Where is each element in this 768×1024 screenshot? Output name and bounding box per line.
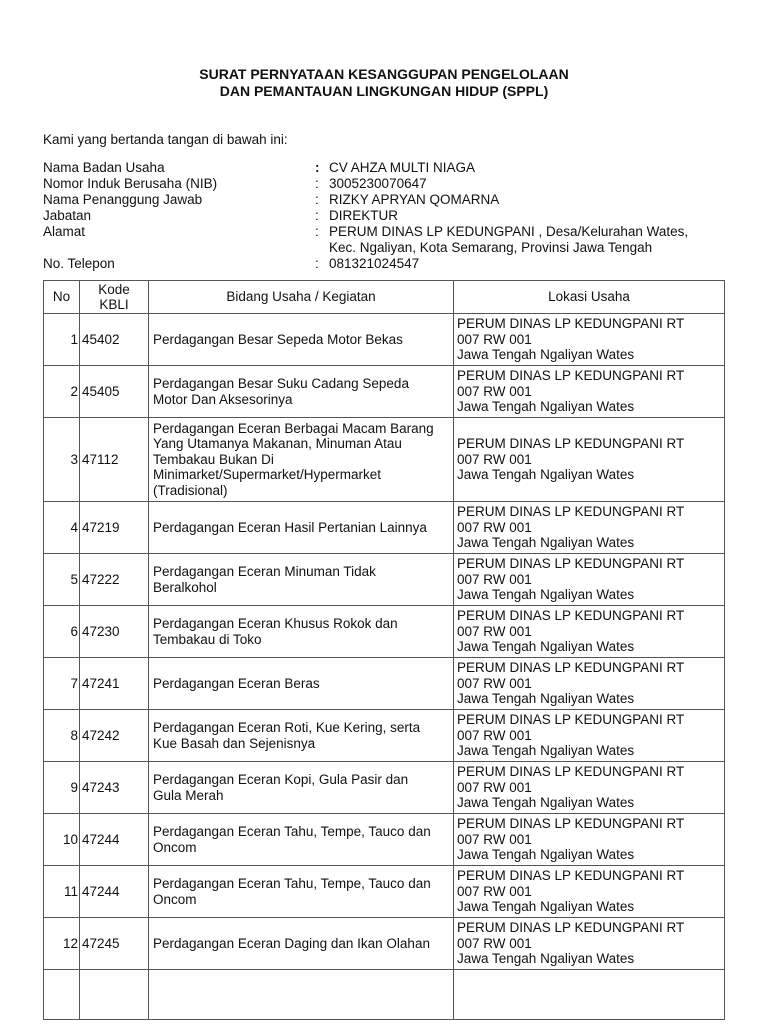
bidang-line: Motor Dan Aksesorinya: [153, 391, 293, 407]
cell-no: 12: [44, 918, 80, 970]
header-kode-line-2: KBLI: [99, 297, 129, 312]
lokasi-line: Jawa Tengah Ngaliyan Wates: [457, 639, 635, 655]
intro-text: Kami yang bertanda tangan di bawah ini:: [43, 132, 288, 147]
cell-no: 9: [44, 762, 80, 814]
table-row: [44, 366, 725, 418]
document-title: [0, 66, 768, 100]
field-value: RIZKY APRYAN QOMARNA: [329, 192, 500, 207]
cell-bidang-usaha: [149, 658, 454, 710]
lokasi-line: 007 RW 001: [457, 571, 532, 587]
business-activity-table: [43, 280, 725, 1020]
identity-fields: [43, 160, 733, 272]
bidang-line: Tembakau di Toko: [153, 631, 262, 647]
table-row: [44, 866, 725, 918]
lokasi-line: PERUM DINAS LP KEDUNGPANI RT: [457, 712, 685, 728]
header-lokasi-usaha: Lokasi Usaha: [454, 281, 725, 314]
lokasi-line: 007 RW 001: [457, 519, 532, 535]
field-label: No. Telepon: [43, 256, 115, 271]
bidang-line: Oncom: [153, 891, 197, 907]
cell-kode-kbli: 45405: [80, 366, 149, 418]
cell-bidang-usaha: [149, 814, 454, 866]
header-bidang-usaha: Bidang Usaha / Kegiatan: [149, 281, 454, 314]
cell-lokasi-usaha: [454, 866, 725, 918]
cell-bidang-usaha: [149, 606, 454, 658]
table-row-partial: [44, 970, 725, 1020]
field-value: 3005230070647: [329, 176, 427, 191]
cell-lokasi-usaha: [454, 814, 725, 866]
table-row: [44, 418, 725, 502]
cell-no: 8: [44, 710, 80, 762]
table-row: [44, 554, 725, 606]
lokasi-line: PERUM DINAS LP KEDUNGPANI RT: [457, 504, 685, 520]
empty-cell: [149, 970, 454, 1020]
lokasi-line: Jawa Tengah Ngaliyan Wates: [457, 743, 635, 759]
cell-bidang-usaha: [149, 710, 454, 762]
bidang-line: Perdagangan Besar Suku Cadang Sepeda: [153, 376, 409, 391]
field-colon: :: [315, 256, 319, 271]
cell-no: 1: [44, 314, 80, 366]
bidang-line: Perdagangan Eceran Kopi, Gula Pasir dan: [153, 772, 409, 787]
table-header-row: [44, 281, 725, 314]
address-line-2: Kec. Ngaliyan, Kota Semarang, Provinsi Jawa Tengah: [329, 240, 653, 255]
field-label: Nama Badan Usaha: [43, 160, 165, 175]
bidang-line: Perdagangan Besar Sepeda Motor Bekas: [153, 331, 403, 347]
lokasi-line: Jawa Tengah Ngaliyan Wates: [457, 899, 635, 915]
bidang-line: Perdagangan Eceran Minuman Tidak: [153, 564, 376, 579]
cell-lokasi-usaha: [454, 502, 725, 554]
cell-lokasi-usaha: [454, 314, 725, 366]
lokasi-line: Jawa Tengah Ngaliyan Wates: [457, 467, 635, 483]
lokasi-line: PERUM DINAS LP KEDUNGPANI RT: [457, 316, 685, 332]
table-row: [44, 314, 725, 366]
cell-kode-kbli: 47219: [80, 502, 149, 554]
bidang-line: Perdagangan Eceran Daging dan Ikan Olahan: [153, 935, 430, 951]
bidang-line: Perdagangan Eceran Beras: [153, 675, 320, 691]
cell-lokasi-usaha: [454, 918, 725, 970]
field-row: [43, 176, 733, 192]
bidang-line: Perdagangan Eceran Berbagai Macam Barang: [153, 420, 434, 436]
cell-lokasi-usaha: [454, 762, 725, 814]
cell-no: 4: [44, 502, 80, 554]
cell-lokasi-usaha: [454, 710, 725, 762]
field-value: DIREKTUR: [329, 208, 399, 223]
cell-kode-kbli: 47112: [80, 418, 149, 502]
header-kode-kbli: [80, 281, 149, 314]
field-row: [43, 256, 733, 272]
lokasi-line: 007 RW 001: [457, 831, 532, 847]
cell-bidang-usaha: [149, 314, 454, 366]
field-colon: :: [315, 208, 319, 223]
cell-bidang-usaha: [149, 762, 454, 814]
lokasi-line: PERUM DINAS LP KEDUNGPANI RT: [457, 868, 685, 884]
lokasi-line: PERUM DINAS LP KEDUNGPANI RT: [457, 556, 685, 572]
cell-lokasi-usaha: [454, 606, 725, 658]
field-row: [43, 224, 733, 256]
lokasi-line: PERUM DINAS LP KEDUNGPANI RT: [457, 764, 685, 780]
empty-cell: [80, 970, 149, 1020]
title-line-2: DAN PEMANTAUAN LINGKUNGAN HIDUP (SPPL): [219, 83, 549, 99]
cell-kode-kbli: 47230: [80, 606, 149, 658]
field-colon: :: [315, 160, 320, 175]
cell-bidang-usaha: [149, 554, 454, 606]
field-value: CV AHZA MULTI NIAGA: [329, 160, 476, 175]
table-row: [44, 814, 725, 866]
field-label: Jabatan: [43, 208, 92, 223]
lokasi-line: 007 RW 001: [457, 779, 532, 795]
title-line-1: SURAT PERNYATAAN KESANGGUPAN PENGELOLAAN: [199, 66, 569, 82]
field-label: Alamat: [43, 224, 86, 239]
cell-kode-kbli: 47242: [80, 710, 149, 762]
cell-bidang-usaha: [149, 918, 454, 970]
field-value: [329, 224, 733, 256]
cell-bidang-usaha: [149, 502, 454, 554]
lokasi-line: 007 RW 001: [457, 935, 532, 951]
cell-bidang-usaha: [149, 366, 454, 418]
bidang-line: Perdagangan Eceran Roti, Kue Kering, serta: [153, 720, 421, 735]
cell-bidang-usaha: [149, 866, 454, 918]
header-kode-line-1: Kode: [98, 281, 130, 297]
table-row: [44, 710, 725, 762]
table-row: [44, 918, 725, 970]
cell-no: 6: [44, 606, 80, 658]
lokasi-line: 007 RW 001: [457, 675, 532, 691]
bidang-line: Perdagangan Eceran Hasil Pertanian Lainnya: [153, 519, 427, 535]
bidang-line: Beralkohol: [153, 579, 217, 595]
lokasi-line: Jawa Tengah Ngaliyan Wates: [457, 535, 635, 551]
table-row: [44, 762, 725, 814]
lokasi-line: PERUM DINAS LP KEDUNGPANI RT: [457, 920, 685, 936]
lokasi-line: 007 RW 001: [457, 383, 532, 399]
cell-no: 7: [44, 658, 80, 710]
cell-lokasi-usaha: [454, 366, 725, 418]
cell-kode-kbli: 45402: [80, 314, 149, 366]
cell-no: 2: [44, 366, 80, 418]
field-colon: :: [315, 224, 319, 239]
lokasi-line: PERUM DINAS LP KEDUNGPANI RT: [457, 660, 685, 676]
table-row: [44, 658, 725, 710]
empty-cell: [454, 970, 725, 1020]
lokasi-line: Jawa Tengah Ngaliyan Wates: [457, 847, 635, 863]
cell-kode-kbli: 47245: [80, 918, 149, 970]
cell-kode-kbli: 47222: [80, 554, 149, 606]
cell-kode-kbli: 47243: [80, 762, 149, 814]
cell-no: 10: [44, 814, 80, 866]
header-no: No: [44, 281, 80, 314]
cell-no: 3: [44, 418, 80, 502]
lokasi-line: 007 RW 001: [457, 623, 532, 639]
lokasi-line: 007 RW 001: [457, 331, 532, 347]
cell-kode-kbli: 47244: [80, 866, 149, 918]
bidang-line: Tembakau Bukan Di: [153, 451, 274, 467]
lokasi-line: PERUM DINAS LP KEDUNGPANI RT: [457, 816, 685, 832]
cell-kode-kbli: 47241: [80, 658, 149, 710]
cell-lokasi-usaha: [454, 658, 725, 710]
field-row: [43, 208, 733, 224]
cell-kode-kbli: 47244: [80, 814, 149, 866]
address-line-1: PERUM DINAS LP KEDUNGPANI , Desa/Kelurahan Wates,: [329, 224, 689, 239]
bidang-line: Gula Merah: [153, 787, 224, 803]
lokasi-line: PERUM DINAS LP KEDUNGPANI RT: [457, 436, 685, 452]
cell-bidang-usaha: [149, 418, 454, 502]
field-label: Nomor Induk Berusaha (NIB): [43, 176, 218, 191]
cell-no: 5: [44, 554, 80, 606]
field-label: Nama Penanggung Jawab: [43, 192, 203, 207]
bidang-line: Perdagangan Eceran Tahu, Tempe, Tauco dan: [153, 824, 431, 839]
bidang-line: Yang Utamanya Makanan, Minuman Atau: [153, 436, 402, 452]
field-row: [43, 192, 733, 208]
lokasi-line: Jawa Tengah Ngaliyan Wates: [457, 795, 635, 811]
empty-cell: [44, 970, 80, 1020]
lokasi-line: 007 RW 001: [457, 451, 532, 467]
lokasi-line: Jawa Tengah Ngaliyan Wates: [457, 347, 635, 363]
bidang-line: Perdagangan Eceran Tahu, Tempe, Tauco dan: [153, 876, 431, 891]
lokasi-line: 007 RW 001: [457, 727, 532, 743]
lokasi-line: PERUM DINAS LP KEDUNGPANI RT: [457, 608, 685, 624]
field-row: [43, 160, 733, 176]
field-colon: :: [315, 192, 319, 207]
lokasi-line: 007 RW 001: [457, 883, 532, 899]
cell-lokasi-usaha: [454, 554, 725, 606]
lokasi-line: Jawa Tengah Ngaliyan Wates: [457, 587, 635, 603]
bidang-line: (Tradisional): [153, 482, 228, 498]
field-colon: :: [315, 176, 319, 191]
cell-lokasi-usaha: [454, 418, 725, 502]
bidang-line: Kue Basah dan Sejenisnya: [153, 735, 316, 751]
cell-no: 11: [44, 866, 80, 918]
bidang-line: Oncom: [153, 839, 197, 855]
bidang-line: Minimarket/Supermarket/Hypermarket: [153, 467, 382, 483]
field-value: 081321024547: [329, 256, 420, 271]
lokasi-line: Jawa Tengah Ngaliyan Wates: [457, 951, 635, 967]
bidang-line: Perdagangan Eceran Khusus Rokok dan: [153, 616, 398, 631]
lokasi-line: PERUM DINAS LP KEDUNGPANI RT: [457, 368, 685, 384]
table-row: [44, 606, 725, 658]
lokasi-line: Jawa Tengah Ngaliyan Wates: [457, 691, 635, 707]
table-row: [44, 502, 725, 554]
lokasi-line: Jawa Tengah Ngaliyan Wates: [457, 399, 635, 415]
